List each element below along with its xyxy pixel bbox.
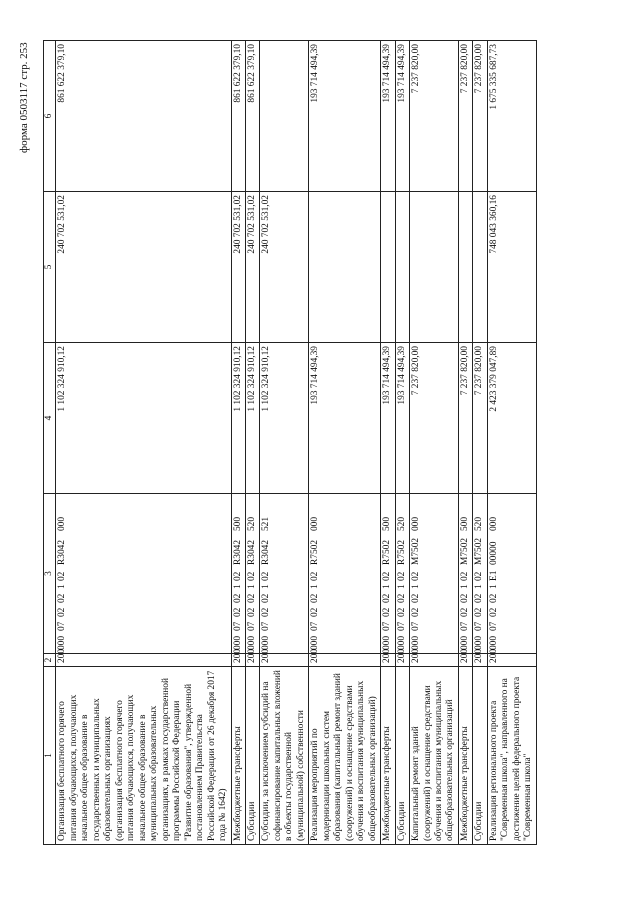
table-row bbox=[473, 41, 487, 845]
row-name: Субсидии bbox=[395, 667, 409, 845]
code-segment: 02 bbox=[396, 571, 407, 581]
row-value-c4: 7 237 820,00 bbox=[458, 343, 472, 494]
form-reference: форма 0503117 стр. 253 bbox=[18, 42, 30, 153]
header-row bbox=[44, 41, 56, 845]
code-segment: M7502 bbox=[411, 537, 422, 565]
code-segment: 02 bbox=[246, 571, 257, 581]
row-line-code: 200 bbox=[309, 654, 381, 667]
code-segment: R3042 bbox=[261, 539, 272, 565]
row-value-c4: 7 237 820,00 bbox=[473, 343, 487, 494]
code-segment: 02 bbox=[396, 593, 407, 603]
code-segment: 02 bbox=[488, 607, 499, 617]
row-value-c5: 748 043 360,16 bbox=[487, 192, 536, 343]
row-classifier-code bbox=[245, 494, 259, 654]
code-segment: 000 bbox=[57, 635, 68, 650]
row-line-code: 200 bbox=[56, 654, 231, 667]
row-value-c5 bbox=[473, 192, 487, 343]
code-segment: 521 bbox=[261, 516, 272, 531]
code-segment: 1 bbox=[411, 584, 422, 589]
code-segment: 02 bbox=[261, 593, 272, 603]
row-classifier-code bbox=[410, 494, 459, 654]
code-segment: M7502 bbox=[459, 537, 470, 565]
code-segment: 02 bbox=[382, 607, 393, 617]
row-classifier-code bbox=[395, 494, 409, 654]
row-line-code: 200 bbox=[260, 654, 309, 667]
code-segment: 000 bbox=[488, 635, 499, 650]
header-col-3: 3 bbox=[44, 494, 56, 654]
table-row bbox=[260, 41, 309, 845]
code-segment: 000 bbox=[57, 516, 68, 531]
table-row bbox=[395, 41, 409, 845]
row-value-c4: 1 102 324 910,12 bbox=[56, 343, 231, 494]
code-segment: 000 bbox=[232, 635, 243, 650]
code-segment: 02 bbox=[459, 571, 470, 581]
row-name: Организация бесплатного горячего питания обучающихся, получающих начальное общее образование в государственных и муниципальных образовательных организациях (организация бесплатного горячего питания обучающихся, получающих начальное общее образование в муниципальных образовательных организациях, в рамках государственной программы Российской Федерации "Развитие образования", утвержденной постановлением Правительства Российской Федерации от 26 декабря 2017 года № 1642) bbox=[56, 667, 231, 845]
code-segment: 02 bbox=[246, 593, 257, 603]
row-line-code: 200 bbox=[231, 654, 245, 667]
code-segment: 07 bbox=[261, 621, 272, 631]
code-segment: 02 bbox=[310, 571, 321, 581]
row-value-c5: 240 702 531,02 bbox=[231, 192, 245, 343]
row-name: Капитальный ремонт зданий (сооружений) и оснащение средствами обучения и воспитания муниципальных общеобразовательных организаций bbox=[410, 667, 459, 845]
code-segment: 02 bbox=[310, 593, 321, 603]
row-value-c6: 1 675 335 687,73 bbox=[487, 41, 536, 192]
row-line-code: 200 bbox=[410, 654, 459, 667]
code-segment: 02 bbox=[474, 607, 485, 617]
budget-table bbox=[43, 40, 537, 845]
code-segment: 02 bbox=[57, 571, 68, 581]
code-segment: 520 bbox=[474, 516, 485, 531]
row-classifier-code bbox=[487, 494, 536, 654]
table-row bbox=[458, 41, 472, 845]
row-name: Реализация мероприятий по модернизации школьных систем образования (капитальный ремонт зданий (сооружений) и оснащение средствами обучения и воспитания муниципальных общеобразовательных организаций) bbox=[309, 667, 381, 845]
code-segment: 02 bbox=[310, 607, 321, 617]
row-value-c5 bbox=[381, 192, 395, 343]
code-segment: 02 bbox=[411, 571, 422, 581]
table-row bbox=[231, 41, 245, 845]
code-segment: 000 bbox=[246, 635, 257, 650]
row-name: Субсидии bbox=[245, 667, 259, 845]
row-line-code: 200 bbox=[473, 654, 487, 667]
code-segment: R3042 bbox=[57, 539, 68, 565]
table-row bbox=[56, 41, 231, 845]
row-value-c6: 7 237 820,00 bbox=[458, 41, 472, 192]
code-segment: 000 bbox=[411, 516, 422, 531]
row-name: Реализация регионального проекта "Современная школа", направленного на достижение целей федерального проекта "Современная школа" bbox=[487, 667, 536, 845]
code-segment: 07 bbox=[488, 621, 499, 631]
code-segment: 02 bbox=[488, 593, 499, 603]
code-segment: 520 bbox=[396, 516, 407, 531]
code-segment: 02 bbox=[459, 607, 470, 617]
row-value-c4: 193 714 494,39 bbox=[309, 343, 381, 494]
row-line-code: 200 bbox=[458, 654, 472, 667]
row-value-c6: 861 622 379,10 bbox=[231, 41, 245, 192]
row-value-c5 bbox=[458, 192, 472, 343]
row-name: Субсидии bbox=[473, 667, 487, 845]
code-segment: 000 bbox=[474, 635, 485, 650]
row-line-code: 200 bbox=[395, 654, 409, 667]
code-segment: R3042 bbox=[232, 539, 243, 565]
row-value-c4: 193 714 494,39 bbox=[395, 343, 409, 494]
row-value-c4: 1 102 324 910,12 bbox=[260, 343, 309, 494]
table-row bbox=[410, 41, 459, 845]
row-value-c6: 193 714 494,39 bbox=[309, 41, 381, 192]
row-line-code: 200 bbox=[381, 654, 395, 667]
row-name: Субсидии, за исключением субсидий на софинансирование капитальных вложений в объекты государственной (муниципальной) собственности bbox=[260, 667, 309, 845]
code-segment: 520 bbox=[246, 516, 257, 531]
header-col-5: 5 bbox=[44, 192, 56, 343]
code-segment: 500 bbox=[459, 516, 470, 531]
row-value-c6: 193 714 494,39 bbox=[381, 41, 395, 192]
header-col-1: 1 bbox=[44, 667, 56, 845]
table-row bbox=[381, 41, 395, 845]
code-segment: 07 bbox=[459, 621, 470, 631]
code-segment: 1 bbox=[488, 584, 499, 589]
code-segment: 02 bbox=[57, 593, 68, 603]
code-segment: 02 bbox=[459, 593, 470, 603]
code-segment: 02 bbox=[246, 607, 257, 617]
code-segment: 07 bbox=[474, 621, 485, 631]
code-segment: 000 bbox=[488, 516, 499, 531]
row-value-c4: 193 714 494,39 bbox=[381, 343, 395, 494]
code-segment: 000 bbox=[459, 635, 470, 650]
header-col-4: 4 bbox=[44, 343, 56, 494]
row-classifier-code bbox=[260, 494, 309, 654]
code-segment: 07 bbox=[411, 621, 422, 631]
row-value-c6: 7 237 820,00 bbox=[473, 41, 487, 192]
row-value-c4: 1 102 324 910,12 bbox=[231, 343, 245, 494]
row-name: Межбюджетные трансферты bbox=[231, 667, 245, 845]
code-segment: 02 bbox=[261, 607, 272, 617]
code-segment: R3042 bbox=[246, 539, 257, 565]
code-segment: 500 bbox=[232, 516, 243, 531]
code-segment: 02 bbox=[382, 593, 393, 603]
code-segment: 1 bbox=[396, 584, 407, 589]
row-value-c4: 7 237 820,00 bbox=[410, 343, 459, 494]
code-segment: 02 bbox=[474, 593, 485, 603]
code-segment: 07 bbox=[232, 621, 243, 631]
code-segment: 02 bbox=[474, 571, 485, 581]
code-segment: 02 bbox=[232, 607, 243, 617]
code-segment: 000 bbox=[310, 516, 321, 531]
code-segment: 02 bbox=[396, 607, 407, 617]
code-segment: 02 bbox=[232, 571, 243, 581]
row-name: Межбюджетные трансферты bbox=[381, 667, 395, 845]
row-line-code: 200 bbox=[245, 654, 259, 667]
row-classifier-code bbox=[56, 494, 231, 654]
code-segment: 000 bbox=[310, 635, 321, 650]
row-value-c6: 861 622 379,10 bbox=[56, 41, 231, 192]
code-segment: 07 bbox=[246, 621, 257, 631]
row-value-c6: 7 237 820,00 bbox=[410, 41, 459, 192]
code-segment: 500 bbox=[382, 516, 393, 531]
row-value-c5: 240 702 531,02 bbox=[56, 192, 231, 343]
table-row bbox=[245, 41, 259, 845]
code-segment: 07 bbox=[310, 621, 321, 631]
row-value-c6: 861 622 379,10 bbox=[245, 41, 259, 192]
row-value-c4: 1 102 324 910,12 bbox=[245, 343, 259, 494]
row-value-c4: 2 423 379 047,89 bbox=[487, 343, 536, 494]
header-col-2: 2 bbox=[44, 654, 56, 667]
code-segment: 000 bbox=[382, 635, 393, 650]
code-segment: 1 bbox=[232, 584, 243, 589]
table-row bbox=[487, 41, 536, 845]
row-classifier-code bbox=[473, 494, 487, 654]
code-segment: 1 bbox=[246, 584, 257, 589]
code-segment: 1 bbox=[382, 584, 393, 589]
code-segment: R7502 bbox=[310, 539, 321, 565]
code-segment: R7502 bbox=[396, 539, 407, 565]
code-segment: 1 bbox=[57, 584, 68, 589]
row-value-c5 bbox=[410, 192, 459, 343]
header-col-6: 6 bbox=[44, 41, 56, 192]
code-segment: 02 bbox=[57, 607, 68, 617]
code-segment: M7502 bbox=[474, 537, 485, 565]
code-segment: 00000 bbox=[488, 541, 499, 565]
row-value-c6: 193 714 494,39 bbox=[395, 41, 409, 192]
code-segment: 1 bbox=[474, 584, 485, 589]
row-classifier-code bbox=[381, 494, 395, 654]
table-body bbox=[56, 41, 536, 845]
code-segment: 000 bbox=[261, 635, 272, 650]
row-value-c6 bbox=[260, 41, 309, 192]
code-segment: 02 bbox=[411, 607, 422, 617]
code-segment: R7502 bbox=[382, 539, 393, 565]
code-segment: 07 bbox=[57, 621, 68, 631]
code-segment: 000 bbox=[411, 635, 422, 650]
code-segment: 000 bbox=[396, 635, 407, 650]
row-value-c5 bbox=[395, 192, 409, 343]
code-segment: 1 bbox=[310, 584, 321, 589]
row-value-c5 bbox=[309, 192, 381, 343]
row-value-c5: 240 702 531,02 bbox=[245, 192, 259, 343]
code-segment: 1 bbox=[459, 584, 470, 589]
row-classifier-code bbox=[458, 494, 472, 654]
code-segment: 02 bbox=[411, 593, 422, 603]
code-segment: 1 bbox=[261, 584, 272, 589]
code-segment: 07 bbox=[382, 621, 393, 631]
row-classifier-code bbox=[309, 494, 381, 654]
code-segment: 02 bbox=[232, 593, 243, 603]
code-segment: 07 bbox=[396, 621, 407, 631]
row-name: Межбюджетные трансферты bbox=[458, 667, 472, 845]
table-row bbox=[309, 41, 381, 845]
code-segment: E1 bbox=[488, 570, 499, 581]
code-segment: 02 bbox=[382, 571, 393, 581]
row-classifier-code bbox=[231, 494, 245, 654]
row-line-code: 200 bbox=[487, 654, 536, 667]
row-value-c5: 240 702 531,02 bbox=[260, 192, 309, 343]
code-segment: 02 bbox=[261, 571, 272, 581]
